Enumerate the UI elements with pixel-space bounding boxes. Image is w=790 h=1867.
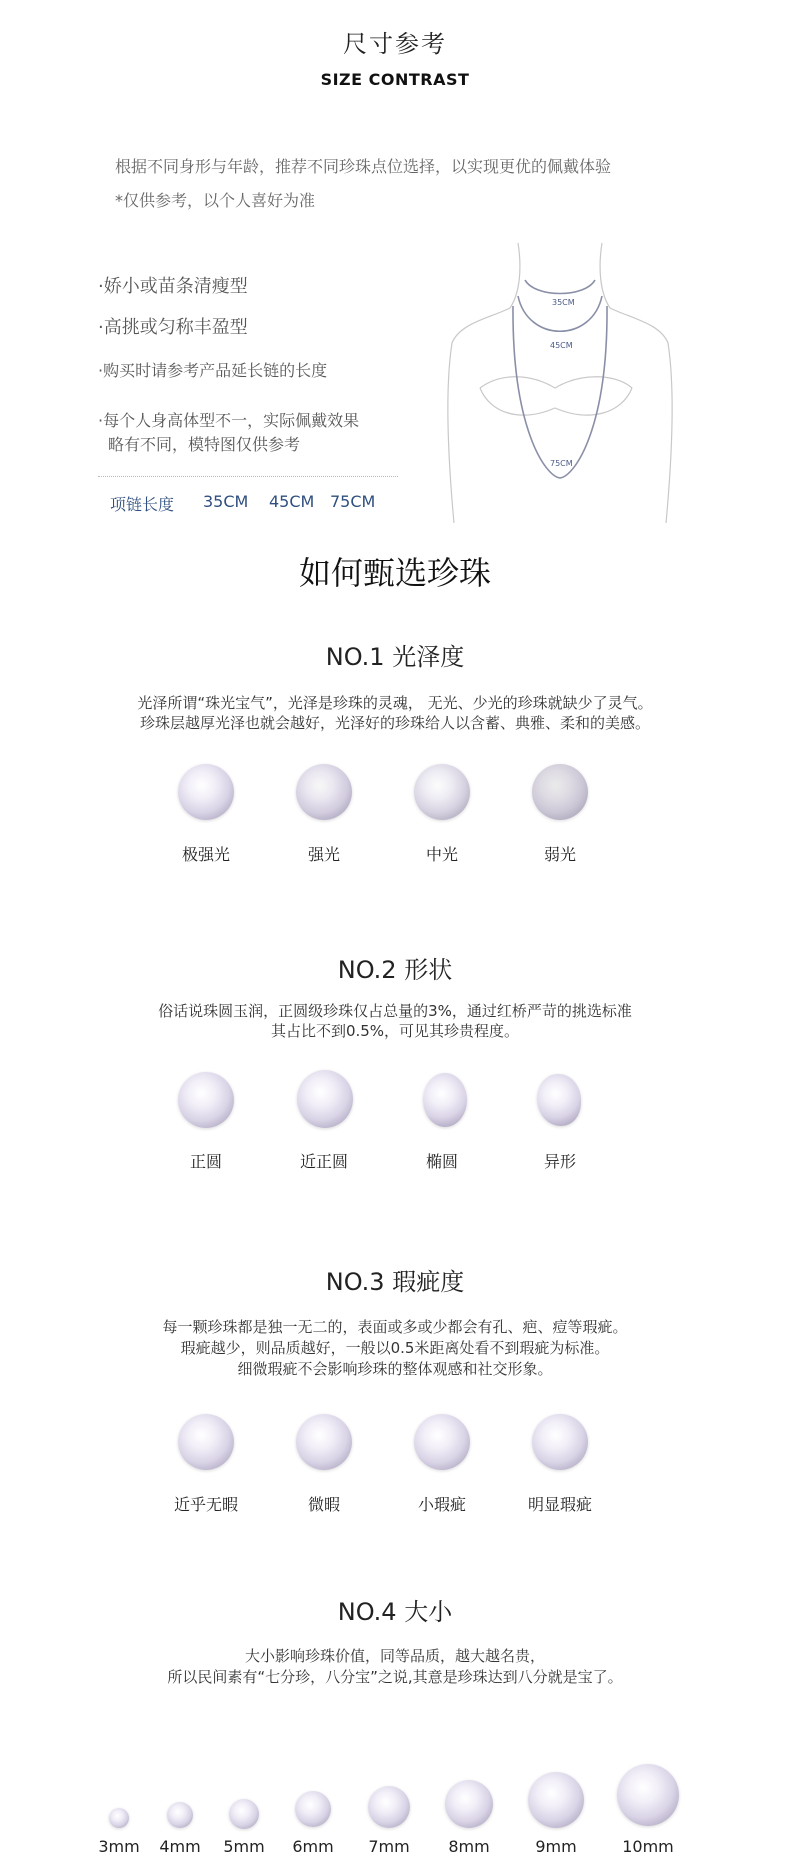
pearl-baroque	[537, 1074, 581, 1126]
size-intro: 根据不同身形与年龄，推荐不同珍珠点位选择，以实现更优的佩戴体验	[115, 157, 612, 176]
size-label-6mm: 6mm	[292, 1837, 334, 1856]
bullet-tall: ·高挑或匀称丰盈型	[98, 317, 248, 338]
figure-label-45: 45CM	[550, 341, 573, 350]
section1-title: NO.1 光泽度	[325, 643, 465, 671]
section1-label-4: 弱光	[543, 845, 576, 864]
section2-label-4: 异形	[543, 1152, 576, 1171]
pearl-very-strong-luster	[178, 764, 234, 820]
size-label-4mm: 4mm	[159, 1837, 201, 1856]
section4-desc-2: 所以民间素有“七分珍，八分宝”之说,其意是珍珠达到八分就是宝了。	[167, 1668, 623, 1686]
bullet-extension: ·购买时请参考产品延长链的长度	[98, 361, 328, 380]
section2-title: NO.2 形状	[337, 956, 453, 984]
section3-desc-3: 细微瑕疵不会影响珍珠的整体观感和社交形象。	[237, 1360, 553, 1378]
section2-desc-1: 俗话说珠圆玉润，正圆级珍珠仅占总量的3%，通过红桥严苛的挑选标准	[158, 1002, 632, 1020]
length-35: 35CM	[203, 492, 249, 511]
pearl-obvious-flaw	[532, 1414, 588, 1470]
how-title: 如何甄选珍珠	[298, 554, 491, 592]
size-label-8mm: 8mm	[448, 1837, 490, 1856]
size-note: *仅供参考，以个人喜好为准	[115, 191, 316, 210]
length-75: 75CM	[330, 492, 376, 511]
section3-label-1: 近乎无暇	[173, 1495, 238, 1514]
section1-label-1: 极强光	[181, 845, 230, 864]
bullet-petite: ·娇小或苗条清瘦型	[98, 276, 248, 297]
pearl-4mm	[167, 1802, 193, 1828]
divider	[98, 476, 398, 477]
bullet-body-note-2: 略有不同，模特图仅供参考	[108, 435, 301, 454]
section1-desc-2: 珍珠层越厚光泽也就会越好，光泽好的珍珠给人以含蓄、典雅、柔和的美感。	[139, 714, 650, 732]
pearl-7mm	[368, 1786, 410, 1828]
pearl-near-round	[297, 1070, 353, 1128]
pearl-5mm	[229, 1799, 259, 1829]
section2-desc-2: 其占比不到0.5%，可见其珍贵程度。	[270, 1022, 520, 1040]
size-title: 尺寸参考	[343, 30, 447, 58]
pearl-3mm	[109, 1808, 129, 1828]
section2-label-1: 正圆	[189, 1152, 222, 1171]
bullet-body-note-1: ·每个人身高体型不一，实际佩戴效果	[98, 411, 360, 430]
length-label: 项链长度	[110, 495, 175, 514]
pearl-weak-luster	[532, 764, 588, 820]
necklace-figure	[440, 238, 680, 528]
figure-label-35: 35CM	[552, 298, 575, 307]
section2-label-2: 近正圆	[299, 1152, 348, 1171]
section4-desc-1: 大小影响珍珠价值，同等品质，越大越名贵，	[244, 1647, 545, 1665]
section3-desc-2: 瑕疵越少，则品质越好，一般以0.5米距离处看不到瑕疵为标准。	[180, 1339, 610, 1357]
section3-desc-1: 每一颗珍珠都是独一无二的，表面或多或少都会有孔、疤、痘等瑕疵。	[162, 1318, 628, 1336]
section4-title: NO.4 大小	[337, 1598, 453, 1626]
size-label-7mm: 7mm	[368, 1837, 410, 1856]
size-subtitle: SIZE CONTRAST	[320, 70, 470, 89]
pearl-round	[178, 1072, 234, 1128]
size-label-9mm: 9mm	[535, 1837, 577, 1856]
pearl-small-flaw	[414, 1414, 470, 1470]
pearl-6mm	[295, 1791, 331, 1827]
pearl-flawless	[178, 1414, 234, 1470]
section1-desc-1: 光泽所谓“珠光宝气”，光泽是珍珠的灵魂， 无光、少光的珍珠就缺少了灵气。	[137, 694, 653, 712]
pearl-slight-flaw	[296, 1414, 352, 1470]
length-45: 45CM	[269, 492, 315, 511]
size-label-3mm: 3mm	[98, 1837, 140, 1856]
size-label-5mm: 5mm	[223, 1837, 265, 1856]
figure-label-75: 75CM	[550, 459, 573, 468]
pearl-medium-luster	[414, 764, 470, 820]
size-label-10mm: 10mm	[622, 1837, 674, 1856]
section1-label-2: 强光	[307, 845, 340, 864]
section2-label-3: 椭圆	[425, 1152, 458, 1171]
pearl-9mm	[528, 1772, 584, 1828]
section1-label-3: 中光	[425, 845, 458, 864]
pearl-oval	[423, 1073, 467, 1127]
section3-title: NO.3 瑕疵度	[325, 1268, 465, 1296]
section3-label-2: 微暇	[307, 1495, 340, 1514]
pearl-10mm	[617, 1764, 679, 1826]
section3-label-4: 明显瑕疵	[527, 1495, 592, 1514]
section3-label-3: 小瑕疵	[417, 1495, 466, 1514]
pearl-8mm	[445, 1780, 493, 1828]
pearl-strong-luster	[296, 764, 352, 820]
